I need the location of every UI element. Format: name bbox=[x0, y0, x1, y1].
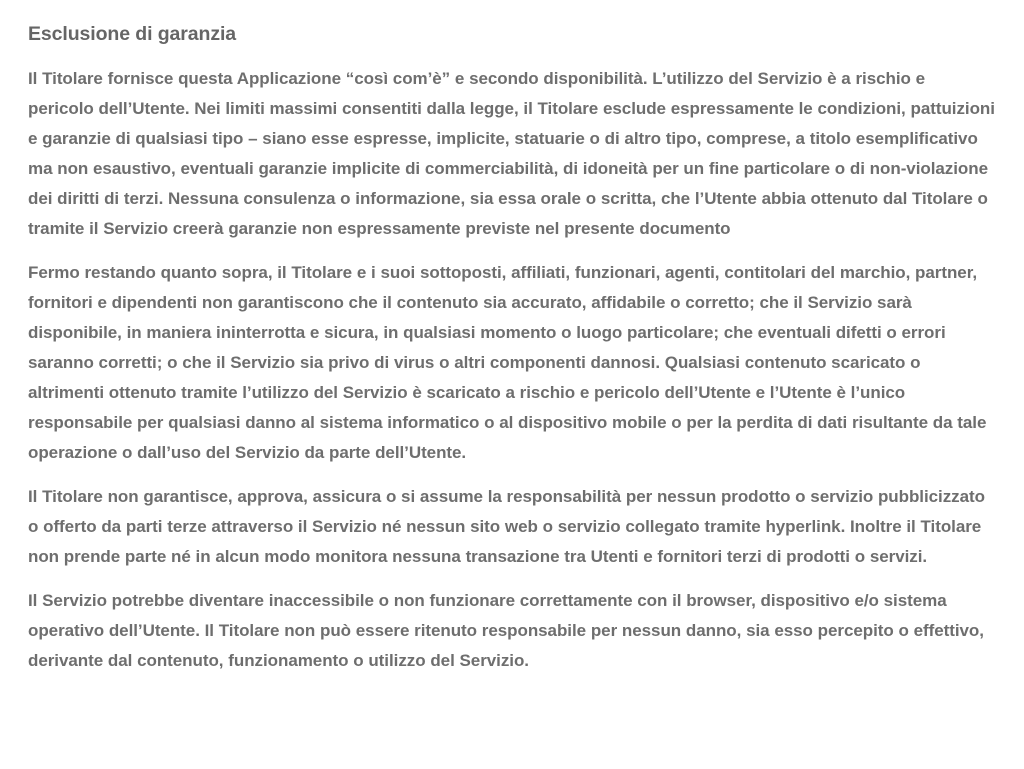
paragraph-third-party-products: Il Titolare non garantisce, approva, assicura o si assume la responsabilità per nessun prodotto o servizio pubblicizzato o offerto da parti terze attraverso il Servizio né nessun sito web o servizio collegato tramite hyperlink. Inoltre il Titolare non prende parte né in alcun modo monitora nessuna transazione tra Utenti e fornitori terzi di prodotti o servizi. bbox=[28, 487, 985, 566]
paragraph-service-availability: Il Servizio potrebbe diventare inaccessibile o non funzionare correttamente con il browser, dispositivo e/o sistema operativo dell’Utente. Il Titolare non può essere ritenuto responsabile per nessun danno, sia esso percepito o effettivo, derivante dal contenuto, funzionamento o utilizzo del Servizio. bbox=[28, 591, 984, 670]
paragraph-warranty-disclaimer: Il Titolare fornisce questa Applicazione “così com’è” e secondo disponibilità. L’utilizzo del Servizio è a rischio e pericolo dell’Utente. Nei limiti massimi consentiti dalla legge, il Titolare esclude espressamente le condizioni, pattuizioni e garanzie di qualsiasi tipo – siano esse espresse, implicite, statuarie o di altro tipo, comprese, a titolo esemplificativo ma non esaustivo, eventuali garanzie implicite di commerciabilità, di idoneità per un fine particolare o di non-violazione dei diritti di terzi. Nessuna consulenza o informazione, sia essa orale o scritta, che l’Utente abbia ottenuto dal Titolare o tramite il Servizio creerà garanzie non espressamente previste nel presente documento bbox=[28, 69, 995, 238]
section-heading: Esclusione di garanzia bbox=[28, 23, 237, 45]
paragraph-no-guarantee-of-content: Fermo restando quanto sopra, il Titolare e i suoi sottoposti, affiliati, funzionari, agenti, contitolari del marchio, partner, fornitori e dipendenti non garantiscono che il contenuto sia accurato, affidabile o corretto; che il Servizio sarà disponibile, in maniera ininterrotta e sicura, in qualsiasi momento o luogo particolare; che eventuali difetti o errori saranno corretti; o che il Servizio sia privo di virus o altri componenti dannosi. Qualsiasi contenuto scaricato o altrimenti ottenuto tramite l’utilizzo del Servizio è scaricato a rischio e pericolo dell’Utente e l’Utente è l’unico responsabile per qualsiasi danno al sistema informatico o al dispositivo mobile o per la perdita di dati risultante da tale operazione o dall’uso del Servizio da parte dell’Utente. bbox=[28, 263, 987, 462]
